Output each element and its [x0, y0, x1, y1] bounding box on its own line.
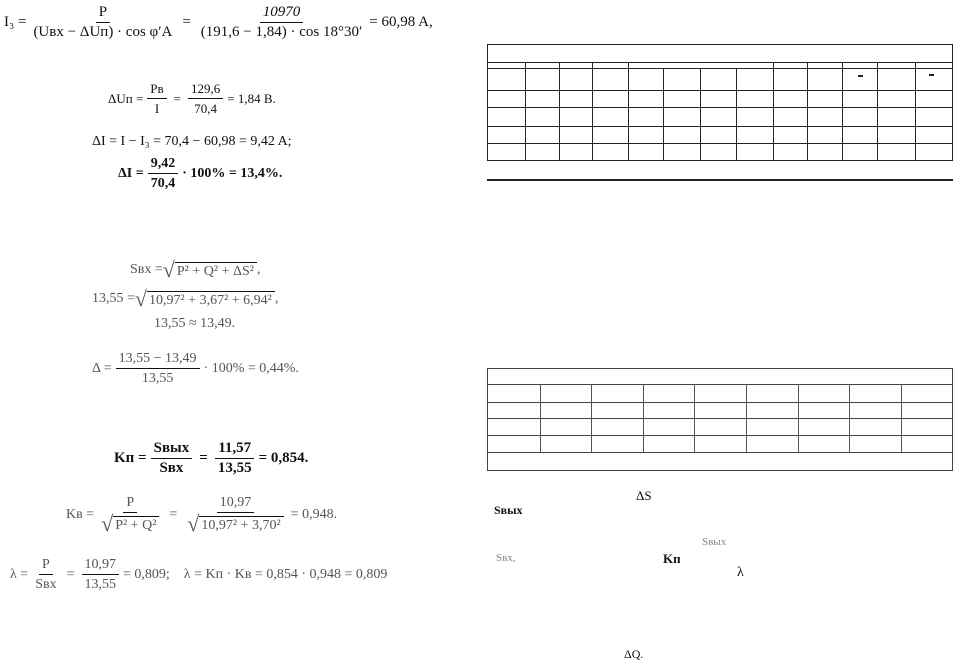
f1-frac1-num: P: [96, 4, 110, 23]
f1-result: = 60,98 A,: [369, 14, 433, 30]
table-1-bottom-line: [487, 179, 953, 181]
f11-fraction-1: [32, 556, 59, 593]
table-1-row-line: [487, 68, 953, 69]
formula-lambda: [10, 556, 387, 593]
table-1-row-line: [487, 90, 953, 91]
sqrt-icon: √: [101, 511, 114, 536]
f1-frac2-num: 10970: [260, 4, 304, 23]
f6-lhs: 13,55 =: [92, 291, 135, 306]
formula-approx: [154, 316, 235, 332]
f10-lhs: Kв =: [66, 507, 95, 522]
table-2-col-line: [643, 384, 644, 453]
table-1-col-line: [842, 62, 843, 161]
f11-result: = 0,809;: [123, 566, 170, 582]
table-1-dash-mark: [929, 74, 934, 76]
table-1-col-line: [559, 62, 560, 161]
table-2-row-line: [487, 402, 953, 403]
sqrt-icon: √: [187, 511, 200, 536]
table-1-col-line: [915, 62, 916, 161]
f11-fraction-2: [82, 556, 120, 593]
f11-frac2-num: 10,97: [82, 556, 120, 575]
f5-sqrt: [162, 257, 257, 282]
table-1-top-border: [487, 44, 953, 45]
f4-frac-num: 9,42: [148, 155, 179, 174]
f3-text: ΔI = I − I₃ = 70,4 − 60,98 = 9,42 A;: [92, 134, 292, 149]
f2-frac2-den: 70,4: [194, 101, 218, 116]
f11-frac1-num: P: [39, 556, 53, 575]
table-2-col-line: [746, 384, 747, 453]
f8-frac-num: 13,55 − 13,49: [116, 350, 200, 369]
f10-frac1-num: P: [123, 494, 137, 513]
table-2-row-line: [487, 435, 953, 436]
f4-fraction: [148, 155, 179, 192]
f5-radicand: P² + Q² + ΔS²: [175, 262, 257, 280]
f11-frac2-den: 13,55: [84, 577, 116, 592]
f9-result: = 0,854.: [258, 450, 309, 466]
table-1: [487, 44, 953, 184]
f9-frac1-num: Sвых: [151, 440, 193, 459]
formula-13-55: [92, 286, 279, 311]
table-1-col-line: [773, 62, 774, 161]
formula-kv: [66, 494, 337, 536]
table-2-col-line: [591, 384, 592, 453]
table-1-row-line: [487, 62, 953, 63]
table-1-col-line: [736, 68, 737, 161]
formula-i3: [4, 4, 433, 41]
table-2: [487, 368, 953, 472]
table-1-dash-mark: [858, 75, 863, 77]
f2-lhs: ΔUп =: [108, 90, 144, 106]
formula-delta-i-percent: [118, 155, 282, 192]
f10-result: = 0,948.: [290, 507, 338, 522]
f9-frac2-num: 11,57: [215, 440, 254, 459]
f8-frac-den: 13,55: [141, 371, 174, 386]
f1-frac2-den: (191,6 − 1,84) · cos 18°30′: [200, 24, 363, 40]
sqrt-icon: √: [162, 257, 175, 282]
f9-fraction-1: [151, 440, 193, 477]
table-2-row-line: [487, 418, 953, 419]
formula-delta-u: [108, 80, 276, 117]
f8-fraction: [116, 350, 200, 387]
f2-fraction-1: [147, 80, 166, 117]
f1-eq: =: [182, 14, 191, 30]
table-2-top-border: [487, 368, 953, 369]
f10-frac2-den: [184, 513, 286, 536]
table-1-col-line: [592, 62, 593, 161]
fragment-lambda: λ: [737, 565, 744, 580]
f11-second: λ = Kп · Kв = 0,854 · 0,948 = 0,809: [183, 566, 388, 582]
f11-frac1-den: Sвх: [35, 577, 57, 592]
table-2-row-line: [487, 384, 953, 385]
formula-delta-percent: [92, 350, 299, 387]
f10-frac1-den: [98, 513, 162, 536]
table-1-col-line: [525, 62, 526, 161]
f9-frac2-den: 13,55: [217, 460, 252, 476]
table-1-row-line: [487, 107, 953, 108]
f9-eq: =: [199, 450, 208, 466]
f2-fraction-2: [188, 80, 223, 117]
formula-s-in: [130, 257, 261, 282]
fragment-delta-q: ΔQ.: [624, 647, 644, 661]
f5-lhs: Sвх =: [130, 262, 163, 277]
f5-tail: ,: [256, 262, 261, 277]
table-2-col-line: [849, 384, 850, 453]
f11-eq: =: [66, 566, 75, 582]
f10-frac2-radicand: 10,97² + 3,70²: [199, 516, 283, 534]
f4-lhs: ΔI =: [118, 165, 144, 181]
f10-fraction-2: [184, 494, 286, 536]
table-2-col-line: [540, 384, 541, 453]
fragment-kp: Kп: [663, 551, 681, 566]
f9-lhs: Kп =: [114, 450, 147, 466]
fragment-s-out: Sвых: [494, 503, 523, 517]
table-2-col-line: [694, 384, 695, 453]
f6-radicand: 10,97² + 3,67² + 6,94²: [147, 291, 275, 309]
f9-frac1-den: Sвх: [159, 460, 184, 476]
f8-lhs: Δ =: [92, 360, 112, 376]
f2-eq: =: [173, 90, 182, 106]
table-1-col-line: [628, 62, 629, 161]
fragment-delta-s: ΔS: [636, 488, 652, 503]
table-2-row-line: [487, 452, 953, 453]
table-1-col-line: [877, 62, 878, 161]
table-1-col-line: [807, 62, 808, 161]
f10-fraction-1: [98, 494, 162, 536]
f1-frac1-den: (Uвх − ΔUп) · cos φ′A: [33, 24, 173, 40]
fragment-s-out-2: Sвых: [702, 536, 727, 548]
table-2-col-line: [798, 384, 799, 453]
f8-result: · 100% = 0,44%.: [203, 360, 299, 376]
table-1-row-line: [487, 143, 953, 144]
table-1-col-line: [700, 68, 701, 161]
fragment-s-in: Sвх,: [496, 552, 516, 564]
f2-frac2-num: 129,6: [188, 80, 223, 99]
f6-tail: ,: [274, 291, 279, 306]
f1-fraction-2: [198, 4, 365, 41]
f4-frac-den: 70,4: [150, 176, 176, 191]
formula-kp: [114, 440, 308, 477]
f9-fraction-2: [215, 440, 255, 477]
f1-lhs: I₃ =: [4, 14, 27, 30]
table-1-row-line: [487, 160, 953, 161]
f10-frac2-num: 10,97: [217, 494, 255, 513]
f2-frac1-num: Pв: [147, 80, 166, 99]
f10-eq: =: [169, 507, 178, 522]
formula-delta-i: [92, 134, 292, 150]
table-1-row-line: [487, 126, 953, 127]
f11-lhs: λ =: [10, 566, 29, 582]
f1-fraction-1: [30, 4, 175, 41]
f7-text: 13,55 ≈ 13,49.: [154, 316, 236, 331]
f4-result: · 100% = 13,4%.: [182, 165, 283, 181]
f2-result: = 1,84 В.: [227, 90, 276, 106]
f10-frac1-radicand: P² + Q²: [113, 516, 159, 534]
sqrt-icon: √: [134, 286, 147, 311]
table-2-bottom-border: [487, 470, 953, 471]
f6-sqrt: [134, 286, 275, 311]
table-1-col-line: [663, 68, 664, 161]
f2-frac1-den: I: [154, 101, 160, 116]
table-2-col-line: [901, 384, 902, 453]
